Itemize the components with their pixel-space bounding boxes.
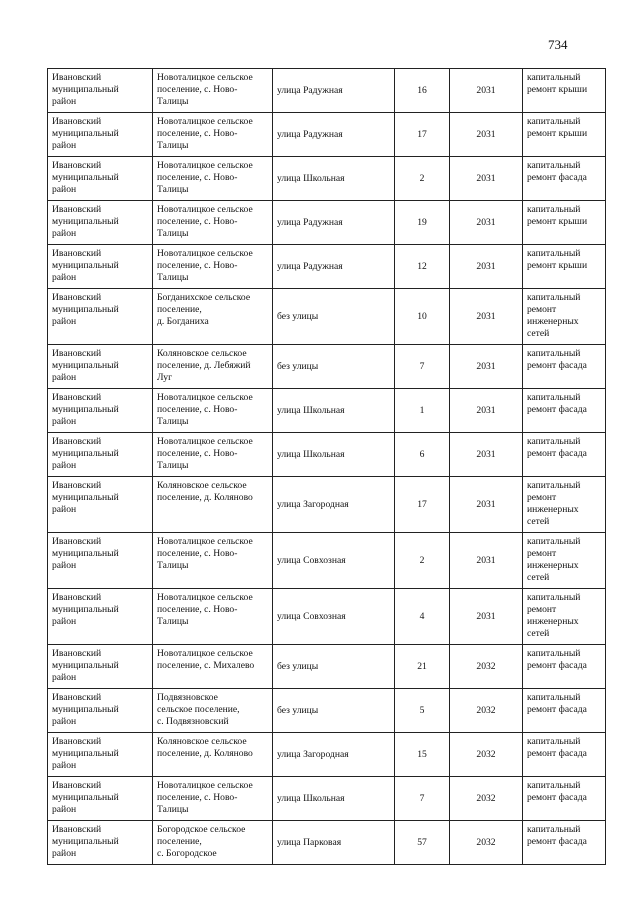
- district-cell: Ивановский муниципальный район: [48, 289, 153, 345]
- district-cell: Ивановский муниципальный район: [48, 645, 153, 689]
- table-row: [48, 433, 606, 477]
- table-row: [48, 645, 606, 689]
- house-number-cell: 7: [395, 777, 450, 821]
- house-number-cell: 1: [395, 389, 450, 433]
- table-row: [48, 589, 606, 645]
- year-cell: 2031: [450, 389, 523, 433]
- year-cell: 2031: [450, 345, 523, 389]
- work-type-cell: капитальный ремонт инженерных сетей: [523, 477, 606, 533]
- table-body: [48, 69, 606, 865]
- table-row: [48, 113, 606, 157]
- settlement-cell: Богородское сельское поселение, с. Богородское: [153, 821, 273, 865]
- district-cell: Ивановский муниципальный район: [48, 201, 153, 245]
- year-cell: 2031: [450, 589, 523, 645]
- table-row: [48, 689, 606, 733]
- work-type-cell: капитальный ремонт фасада: [523, 777, 606, 821]
- year-cell: 2032: [450, 777, 523, 821]
- table-row: [48, 69, 606, 113]
- year-cell: 2031: [450, 477, 523, 533]
- settlement-cell: Коляновское сельское поселение, д. Лебяжий Луг: [153, 345, 273, 389]
- street-cell: улица Загородная: [273, 477, 395, 533]
- year-cell: 2031: [450, 201, 523, 245]
- table-row: [48, 245, 606, 289]
- street-cell: улица Радужная: [273, 201, 395, 245]
- table-row: [48, 289, 606, 345]
- table-row: [48, 733, 606, 777]
- work-type-cell: капитальный ремонт фасада: [523, 157, 606, 201]
- settlement-cell: Новоталицкое сельское поселение, с. Ново- Талицы: [153, 113, 273, 157]
- street-cell: улица Школьная: [273, 389, 395, 433]
- year-cell: 2032: [450, 733, 523, 777]
- district-cell: Ивановский муниципальный район: [48, 821, 153, 865]
- work-type-cell: капитальный ремонт крыши: [523, 113, 606, 157]
- street-cell: улица Совхозная: [273, 589, 395, 645]
- settlement-cell: Новоталицкое сельское поселение, с. Ново- Талицы: [153, 777, 273, 821]
- street-cell: улица Загородная: [273, 733, 395, 777]
- house-number-cell: 5: [395, 689, 450, 733]
- year-cell: 2032: [450, 821, 523, 865]
- work-type-cell: капитальный ремонт фасада: [523, 689, 606, 733]
- settlement-cell: Новоталицкое сельское поселение, с. Ново- Талицы: [153, 589, 273, 645]
- house-number-cell: 4: [395, 589, 450, 645]
- district-cell: Ивановский муниципальный район: [48, 589, 153, 645]
- district-cell: Ивановский муниципальный район: [48, 69, 153, 113]
- house-number-cell: 10: [395, 289, 450, 345]
- year-cell: 2031: [450, 433, 523, 477]
- settlement-cell: Подвязновское сельское поселение, с. Подвязновский: [153, 689, 273, 733]
- street-cell: улица Совхозная: [273, 533, 395, 589]
- district-cell: Ивановский муниципальный район: [48, 733, 153, 777]
- settlement-cell: Коляновское сельское поселение, д. Коляново: [153, 477, 273, 533]
- street-cell: без улицы: [273, 689, 395, 733]
- district-cell: Ивановский муниципальный район: [48, 345, 153, 389]
- district-cell: Ивановский муниципальный район: [48, 389, 153, 433]
- street-cell: улица Школьная: [273, 433, 395, 477]
- district-cell: Ивановский муниципальный район: [48, 533, 153, 589]
- district-cell: Ивановский муниципальный район: [48, 157, 153, 201]
- settlement-cell: Новоталицкое сельское поселение, с. Ново- Талицы: [153, 389, 273, 433]
- district-cell: Ивановский муниципальный район: [48, 477, 153, 533]
- settlement-cell: Новоталицкое сельское поселение, с. Ново- Талицы: [153, 433, 273, 477]
- house-number-cell: 15: [395, 733, 450, 777]
- work-type-cell: капитальный ремонт фасада: [523, 433, 606, 477]
- table-row: [48, 777, 606, 821]
- housing-repair-table: [47, 68, 606, 865]
- work-type-cell: капитальный ремонт инженерных сетей: [523, 589, 606, 645]
- year-cell: 2031: [450, 113, 523, 157]
- house-number-cell: 7: [395, 345, 450, 389]
- work-type-cell: капитальный ремонт фасада: [523, 645, 606, 689]
- year-cell: 2031: [450, 533, 523, 589]
- house-number-cell: 17: [395, 477, 450, 533]
- street-cell: без улицы: [273, 289, 395, 345]
- settlement-cell: Новоталицкое сельское поселение, с. Михалево: [153, 645, 273, 689]
- district-cell: Ивановский муниципальный район: [48, 777, 153, 821]
- work-type-cell: капитальный ремонт фасада: [523, 345, 606, 389]
- work-type-cell: капитальный ремонт крыши: [523, 201, 606, 245]
- settlement-cell: Новоталицкое сельское поселение, с. Ново- Талицы: [153, 157, 273, 201]
- district-cell: Ивановский муниципальный район: [48, 245, 153, 289]
- street-cell: без улицы: [273, 345, 395, 389]
- year-cell: 2032: [450, 689, 523, 733]
- settlement-cell: Богданихское сельское поселение, д. Богданиха: [153, 289, 273, 345]
- table-row: [48, 389, 606, 433]
- house-number-cell: 17: [395, 113, 450, 157]
- house-number-cell: 16: [395, 69, 450, 113]
- house-number-cell: 2: [395, 533, 450, 589]
- work-type-cell: капитальный ремонт инженерных сетей: [523, 533, 606, 589]
- settlement-cell: Коляновское сельское поселение, д. Коляново: [153, 733, 273, 777]
- table-row: [48, 157, 606, 201]
- settlement-cell: Новоталицкое сельское поселение, с. Ново- Талицы: [153, 533, 273, 589]
- year-cell: 2031: [450, 69, 523, 113]
- year-cell: 2031: [450, 157, 523, 201]
- house-number-cell: 21: [395, 645, 450, 689]
- table-row: [48, 821, 606, 865]
- table-row: [48, 345, 606, 389]
- year-cell: 2032: [450, 645, 523, 689]
- year-cell: 2031: [450, 245, 523, 289]
- house-number-cell: 2: [395, 157, 450, 201]
- district-cell: Ивановский муниципальный район: [48, 113, 153, 157]
- year-cell: 2031: [450, 289, 523, 345]
- table-row: [48, 533, 606, 589]
- settlement-cell: Новоталицкое сельское поселение, с. Ново- Талицы: [153, 69, 273, 113]
- house-number-cell: 19: [395, 201, 450, 245]
- work-type-cell: капитальный ремонт фасада: [523, 389, 606, 433]
- house-number-cell: 6: [395, 433, 450, 477]
- street-cell: улица Радужная: [273, 69, 395, 113]
- page-number: 734: [548, 37, 568, 52]
- street-cell: улица Парковая: [273, 821, 395, 865]
- work-type-cell: капитальный ремонт крыши: [523, 245, 606, 289]
- work-type-cell: капитальный ремонт инженерных сетей: [523, 289, 606, 345]
- street-cell: улица Радужная: [273, 245, 395, 289]
- settlement-cell: Новоталицкое сельское поселение, с. Ново- Талицы: [153, 201, 273, 245]
- street-cell: улица Школьная: [273, 777, 395, 821]
- district-cell: Ивановский муниципальный район: [48, 433, 153, 477]
- work-type-cell: капитальный ремонт фасада: [523, 733, 606, 777]
- street-cell: без улицы: [273, 645, 395, 689]
- street-cell: улица Радужная: [273, 113, 395, 157]
- settlement-cell: Новоталицкое сельское поселение, с. Ново- Талицы: [153, 245, 273, 289]
- table-row: [48, 201, 606, 245]
- street-cell: улица Школьная: [273, 157, 395, 201]
- work-type-cell: капитальный ремонт фасада: [523, 821, 606, 865]
- district-cell: Ивановский муниципальный район: [48, 689, 153, 733]
- house-number-cell: 12: [395, 245, 450, 289]
- work-type-cell: капитальный ремонт крыши: [523, 69, 606, 113]
- house-number-cell: 57: [395, 821, 450, 865]
- table-row: [48, 477, 606, 533]
